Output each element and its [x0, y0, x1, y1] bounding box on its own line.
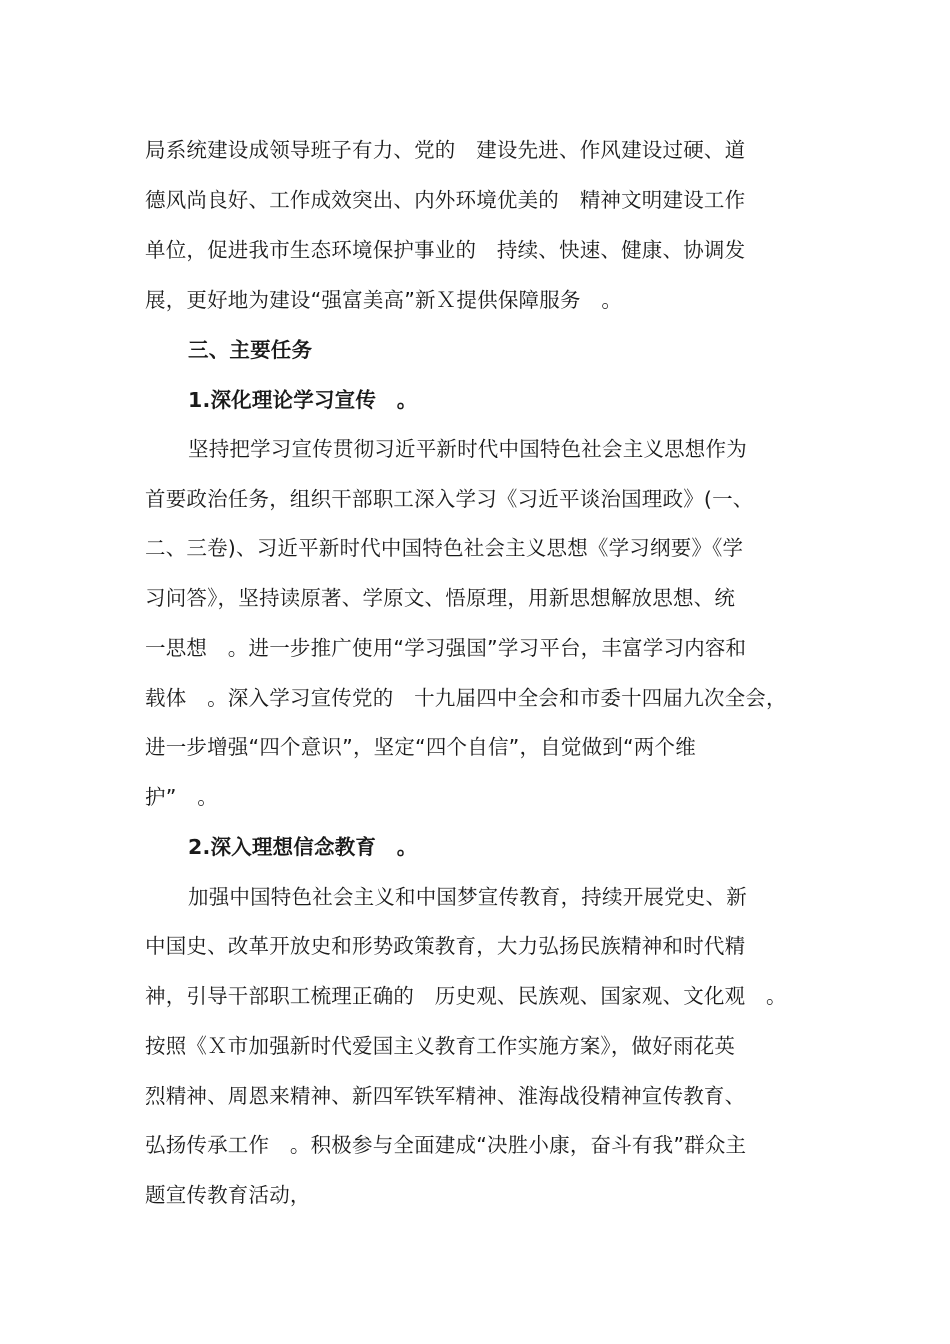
body-line [0, 275, 950, 325]
body-line [0, 673, 950, 723]
body-line [0, 722, 950, 772]
body-line [0, 225, 950, 275]
body-line [0, 424, 950, 474]
line-text: 载体 。深入学习宣传党的 十九届四中全会和市委十四届九次全会， [145, 686, 787, 710]
body-line [0, 872, 950, 922]
line-text: 按照《Ｘ市加强新时代爱国主义教育工作实施方案》，做好雨花英 [145, 1034, 736, 1058]
body-line [0, 523, 950, 573]
body-line [0, 1021, 950, 1071]
heading-text: 三、主要任务 [188, 338, 313, 362]
subsection-heading [0, 375, 950, 425]
line-text: 一思想 。进一步推广使用“学习强国”学习平台，丰富学习内容和 [145, 636, 747, 660]
body-line [0, 1120, 950, 1170]
subsection-heading [0, 822, 950, 872]
line-text: 德风尚良好、工作成效突出、内外环境优美的 精神文明建设工作 [145, 188, 746, 212]
body-line [0, 772, 950, 822]
line-text: 护” 。 [145, 785, 218, 809]
body-line [0, 1170, 950, 1220]
line-text: 弘扬传承工作 。积极参与全面建成“决胜小康，奋斗有我”群众主 [145, 1133, 747, 1157]
heading-text: 2.深入理想信念教育 。 [188, 835, 418, 859]
section-heading [0, 325, 950, 375]
body-line [0, 125, 950, 175]
line-text: 局系统建设成领导班子有力、党的 建设先进、作风建设过硬、道 [145, 138, 746, 162]
body-line [0, 623, 950, 673]
line-text: 坚持把学习宣传贯彻习近平新时代中国特色社会主义思想作为 [188, 437, 747, 461]
body-line [0, 474, 950, 524]
line-text: 烈精神、周恩来精神、新四军铁军精神、淮海战役精神宣传教育、 [145, 1084, 746, 1108]
line-text: 加强中国特色社会主义和中国梦宣传教育，持续开展党史、新 [188, 885, 747, 909]
body-line [0, 971, 950, 1021]
line-text: 展，更好地为建设“强富美高”新Ｘ提供保障服务 。 [145, 288, 623, 312]
body-line [0, 573, 950, 623]
line-text: 单位，促进我市生态环境保护事业的 持续、快速、健康、协调发 [145, 238, 746, 262]
line-text: 二、三卷)、习近平新时代中国特色社会主义思想《学习纲要》《学 [145, 536, 744, 560]
body-line [0, 921, 950, 971]
line-text: 中国史、改革开放史和形势政策教育，大力弘扬民族精神和时代精 [145, 934, 746, 958]
line-text: 进一步增强“四个意识”，坚定“四个自信”，自觉做到“两个维 [145, 735, 696, 759]
line-text: 首要政治任务，组织干部职工深入学习《习近平谈治国理政》(一、 [145, 487, 754, 511]
heading-text: 1.深化理论学习宣传 。 [188, 388, 418, 412]
line-text: 习问答》，坚持读原著、学原文、悟原理，用新思想解放思想、统 [145, 586, 736, 610]
line-text: 神，引导干部职工梳理正确的 历史观、民族观、国家观、文化观 。 [145, 984, 787, 1008]
body-line [0, 1071, 950, 1121]
body-line [0, 175, 950, 225]
line-text: 题宣传教育活动， [145, 1183, 311, 1207]
